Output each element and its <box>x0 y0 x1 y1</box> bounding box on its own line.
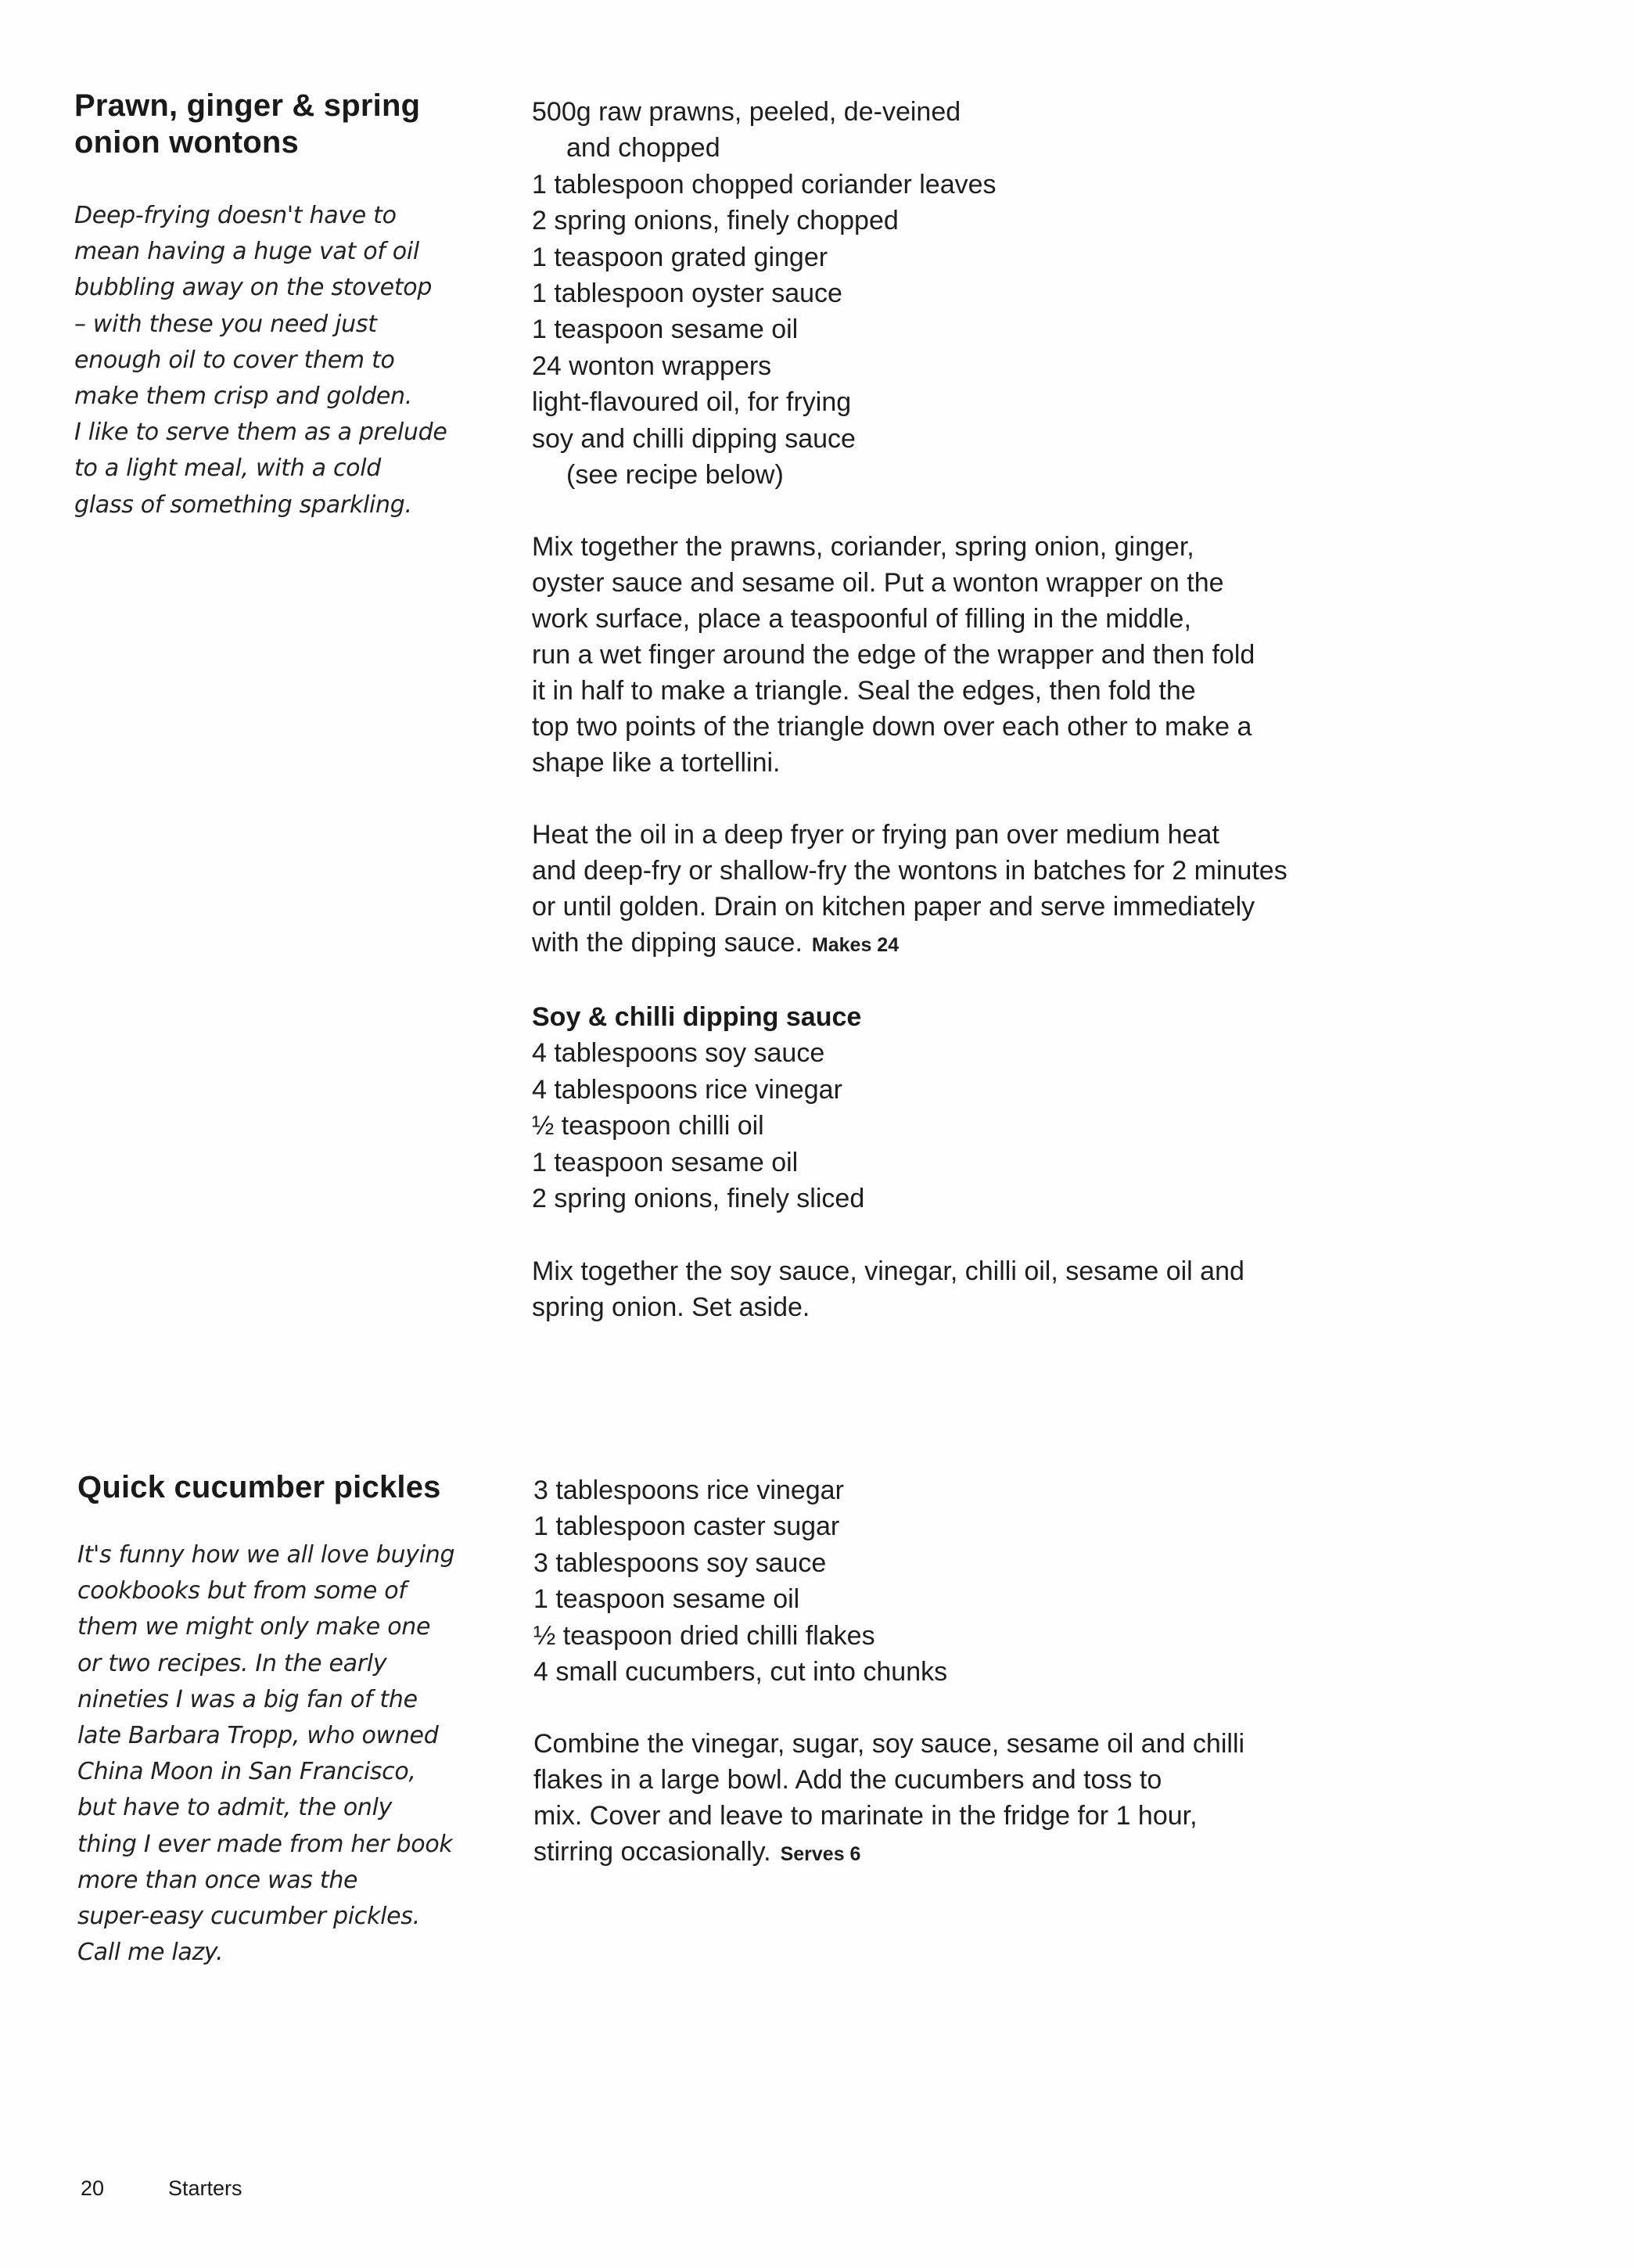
recipe-body <box>532 94 1431 1325</box>
ingredient-item: and chopped <box>566 133 720 164</box>
intro-line: make them crisp and golden. <box>74 383 412 411</box>
section-name: Starters <box>168 2176 242 2200</box>
ingredient-item: 1 teaspoon sesame oil <box>532 315 799 345</box>
method-line: and deep-fry or shallow-fry the wontons in batches for 2 minutes <box>532 856 1287 886</box>
intro-line: super-easy cucumber pickles. <box>77 1903 420 1931</box>
ingredient-item: 2 spring onions, finely chopped <box>532 206 899 236</box>
ingredient-item: 1 teaspoon sesame oil <box>532 1147 799 1177</box>
page-number: 20 <box>81 2176 105 2200</box>
method-line: mix. Cover and leave to marinate in the fridge for 1 hour, <box>533 1801 1198 1831</box>
method-line: shape like a tortellini. <box>532 748 781 778</box>
intro-line: enough oil to cover them to <box>74 346 395 374</box>
recipe-sidebar <box>77 1469 453 1971</box>
ingredient-item: ½ teaspoon chilli oil <box>532 1111 764 1141</box>
intro-line: It's funny how we all love buying <box>77 1541 455 1569</box>
intro-line: – with these you need just <box>74 310 377 338</box>
method-text: stirring occasionally. <box>533 1837 771 1867</box>
ingredient-item: 1 teaspoon grated ginger <box>532 242 828 272</box>
method-line: Mix together the prawns, coriander, spring onion, ginger, <box>532 532 1194 563</box>
method-line: run a wet finger around the edge of the wrapper and then fold <box>532 640 1255 670</box>
ingredient-item: 1 teaspoon sesame oil <box>533 1584 800 1615</box>
method-line <box>532 925 1431 963</box>
intro-line: glass of something sparkling. <box>74 491 412 519</box>
ingredient-list <box>533 1472 1433 1690</box>
ingredient-item: 4 tablespoons rice vinegar <box>532 1074 842 1105</box>
sauce-ingredient-list <box>532 1035 1431 1217</box>
method-text: with the dipping sauce. <box>532 928 803 958</box>
method-line: or until golden. Drain on kitchen paper and serve immediately <box>532 892 1255 922</box>
method-line: it in half to make a triangle. Seal the edges, then fold the <box>532 676 1196 706</box>
method-line: spring onion. Set aside. <box>532 1292 810 1322</box>
method-paragraph <box>532 529 1431 781</box>
ingredient-item: 500g raw prawns, peeled, de-veined <box>532 97 961 127</box>
intro-line: mean having a huge vat of oil <box>74 238 419 266</box>
method-line: oyster sauce and sesame oil. Put a wonton wrapper on the <box>532 568 1224 598</box>
method-paragraph <box>533 1726 1433 1872</box>
ingredient-item: 2 spring onions, finely sliced <box>532 1184 865 1214</box>
method-paragraph <box>532 817 1431 963</box>
ingredient-item: 4 small cucumbers, cut into chunks <box>533 1657 948 1688</box>
intro-line: them we might only make one <box>77 1613 431 1641</box>
recipe-body <box>533 1472 1433 1872</box>
intro-line: I like to serve them as a prelude <box>74 419 447 447</box>
recipe-sidebar <box>74 88 450 523</box>
ingredient-item: 1 tablespoon chopped coriander leaves <box>532 169 997 199</box>
recipe-title <box>74 88 450 161</box>
ingredient-list <box>532 94 1431 493</box>
intro-line: late Barbara Tropp, who owned <box>77 1722 439 1750</box>
sauce-method <box>532 1253 1431 1325</box>
intro-line: cookbooks but from some of <box>77 1577 407 1605</box>
sauce-title: Soy & chilli dipping sauce <box>532 1002 862 1033</box>
intro-line: nineties I was a big fan of the <box>77 1685 418 1713</box>
ingredient-item: 1 tablespoon oyster sauce <box>532 279 842 309</box>
intro-line: Call me lazy. <box>77 1939 224 1967</box>
intro-line: more than once was the <box>77 1866 358 1894</box>
intro-line: thing I ever made from her book <box>77 1830 453 1858</box>
intro-line: Deep-frying doesn't have to <box>74 202 397 229</box>
method-line <box>533 1834 1433 1872</box>
yield-label: Makes 24 <box>811 934 900 957</box>
ingredient-item: soy and chilli dipping sauce <box>532 423 856 454</box>
ingredient-item: 24 wonton wrappers <box>532 350 772 381</box>
ingredient-item: (see recipe below) <box>566 460 784 491</box>
ingredient-item: 3 tablespoons rice vinegar <box>533 1475 844 1505</box>
ingredient-item: light-flavoured oil, for frying <box>532 387 852 418</box>
title-line: Prawn, ginger & spring <box>74 88 421 123</box>
method-line: Heat the oil in a deep fryer or frying pan over medium heat <box>532 820 1219 850</box>
yield-label: Serves 6 <box>780 1843 861 1866</box>
method-line: top two points of the triangle down over each other to make a <box>532 712 1252 742</box>
ingredient-item: ½ teaspoon dried chilli flakes <box>533 1620 875 1651</box>
method-line: Combine the vinegar, sugar, soy sauce, sesame oil and chilli <box>533 1729 1245 1759</box>
method-line: Mix together the soy sauce, vinegar, chilli oil, sesame oil and <box>532 1256 1244 1286</box>
recipe-intro <box>77 1537 453 1971</box>
intro-line: or two recipes. In the early <box>77 1649 387 1677</box>
ingredient-item: 4 tablespoons soy sauce <box>532 1038 825 1069</box>
intro-line: China Moon in San Francisco, <box>77 1758 416 1786</box>
recipe-intro <box>74 198 450 523</box>
method-line: work surface, place a teaspoonful of filling in the middle, <box>532 604 1191 634</box>
intro-line: but have to admit, the only <box>77 1794 393 1822</box>
recipe-title: Quick cucumber pickles <box>77 1470 441 1504</box>
ingredient-item: 3 tablespoons soy sauce <box>533 1547 827 1578</box>
method-line: flakes in a large bowl. Add the cucumbers and toss to <box>533 1765 1162 1795</box>
intro-line: to a light meal, with a cold <box>74 455 382 483</box>
ingredient-item: 1 tablespoon caster sugar <box>533 1511 840 1542</box>
title-line: onion wontons <box>74 125 299 160</box>
intro-line: bubbling away on the stovetop <box>74 274 433 302</box>
